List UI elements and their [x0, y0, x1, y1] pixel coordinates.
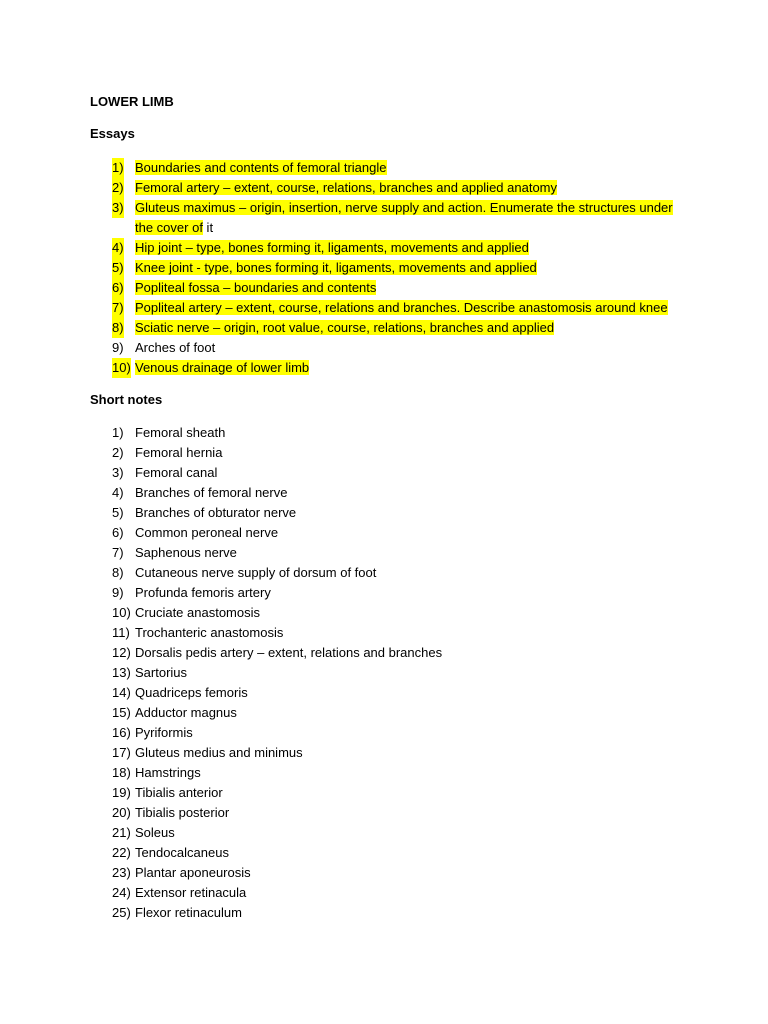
- list-item-text: Extensor retinacula: [135, 885, 247, 900]
- list-item-number: 10): [112, 358, 131, 378]
- list-item-number: 18): [112, 765, 131, 780]
- list-item: [112, 483, 442, 503]
- list-item: [112, 783, 442, 803]
- list-item: [112, 583, 442, 603]
- list-item-number: 16): [112, 725, 131, 740]
- list-item-number: 7): [112, 545, 124, 560]
- list-item: [112, 663, 442, 683]
- list-item: [112, 198, 675, 238]
- list-item-text: Tibialis posterior: [135, 805, 230, 820]
- list-item-number: 15): [112, 705, 131, 720]
- list-item-text: Gluteus medius and minimus: [135, 745, 303, 760]
- list-item: [112, 463, 442, 483]
- list-item: [112, 603, 442, 623]
- list-item-number: 17): [112, 745, 131, 760]
- list-item: [112, 903, 442, 923]
- list-item-number: 10): [112, 605, 131, 620]
- list-item: [112, 563, 442, 583]
- list-item-text: Femoral artery – extent, course, relations, branches and applied anatomy: [135, 180, 558, 195]
- list-item-number: 9): [112, 340, 124, 355]
- list-item: [112, 298, 675, 318]
- short-notes-heading: Short notes: [90, 392, 163, 407]
- list-item-text: Popliteal fossa – boundaries and contents: [135, 280, 377, 295]
- list-item: [112, 238, 675, 258]
- list-item-number: 25): [112, 905, 131, 920]
- list-item-text: Adductor magnus: [135, 705, 237, 720]
- list-item-text: Femoral canal: [135, 465, 218, 480]
- document-title: LOWER LIMB: [90, 94, 174, 109]
- list-item-number: 11): [112, 625, 130, 640]
- list-item-number: 4): [112, 485, 124, 500]
- list-item: [112, 338, 675, 358]
- list-item-text: Branches of obturator nerve: [135, 505, 297, 520]
- list-item-number: 12): [112, 645, 131, 660]
- list-item: [112, 883, 442, 903]
- list-item: [112, 423, 442, 443]
- list-item-number: 1): [112, 425, 124, 440]
- list-item-number: 8): [112, 565, 124, 580]
- list-item-text: Hamstrings: [135, 765, 201, 780]
- list-item: [112, 178, 675, 198]
- list-item-number: 3): [112, 465, 124, 480]
- list-item: [112, 643, 442, 663]
- list-item: [112, 703, 442, 723]
- list-item-number: 2): [112, 178, 124, 198]
- list-item-text: Femoral sheath: [135, 425, 226, 440]
- list-item: [112, 763, 442, 783]
- list-item: [112, 543, 442, 563]
- list-item-number: 23): [112, 865, 131, 880]
- list-item-number: 7): [112, 298, 124, 318]
- list-item-text: Venous drainage of lower limb: [135, 360, 310, 375]
- list-item: [112, 358, 675, 378]
- list-item-number: 2): [112, 445, 124, 460]
- list-item-number: 4): [112, 238, 124, 258]
- list-item-number: 6): [112, 525, 124, 540]
- list-item-text: Plantar aponeurosis: [135, 865, 251, 880]
- list-item-number: 8): [112, 318, 124, 338]
- list-item-number: 19): [112, 785, 131, 800]
- list-item-text: Cutaneous nerve supply of dorsum of foot: [135, 565, 377, 580]
- list-item-number: 3): [112, 198, 124, 218]
- list-item-number: 1): [112, 158, 124, 178]
- list-item: [112, 158, 675, 178]
- list-item-text: Cruciate anastomosis: [135, 605, 260, 620]
- list-item: [112, 723, 442, 743]
- list-item-text: Sciatic nerve – origin, root value, course, relations, branches and applied: [135, 320, 555, 335]
- list-item-text: Hip joint – type, bones forming it, ligaments, movements and applied: [135, 240, 529, 255]
- list-item-text: Boundaries and contents of femoral triangle: [135, 160, 387, 175]
- list-item: [112, 623, 442, 643]
- essays-heading: Essays: [90, 126, 135, 141]
- list-item-text: Branches of femoral nerve: [135, 485, 288, 500]
- essays-list: [112, 158, 675, 378]
- list-item-text: Sartorius: [135, 665, 188, 680]
- list-item-text: Soleus: [135, 825, 175, 840]
- list-item-text: Tibialis anterior: [135, 785, 223, 800]
- list-item: [112, 523, 442, 543]
- list-item-number: 24): [112, 885, 131, 900]
- short-notes-list: [112, 423, 442, 923]
- list-item-text: Gluteus maximus – origin, insertion, nerve supply and action. Enumerate the structures under the cover of: [135, 200, 673, 235]
- list-item-text: Saphenous nerve: [135, 545, 237, 560]
- list-item-number: 5): [112, 258, 124, 278]
- list-item: [112, 278, 675, 298]
- list-item-text: Arches of foot: [135, 340, 216, 355]
- list-item: [112, 863, 442, 883]
- list-item: [112, 843, 442, 863]
- list-item-number: 6): [112, 278, 124, 298]
- list-item-text: Popliteal artery – extent, course, relations and branches. Describe anastomosis around knee: [135, 300, 668, 315]
- list-item-number: 21): [112, 825, 131, 840]
- list-item-text: Flexor retinaculum: [135, 905, 242, 920]
- list-item-number: 22): [112, 845, 131, 860]
- list-item: [112, 823, 442, 843]
- list-item-text: Profunda femoris artery: [135, 585, 271, 600]
- list-item-text: Trochanteric anastomosis: [135, 625, 284, 640]
- list-item-number: 20): [112, 805, 131, 820]
- list-item-number: 5): [112, 505, 124, 520]
- list-item-number: 13): [112, 665, 131, 680]
- list-item: [112, 258, 675, 278]
- list-item-text: Dorsalis pedis artery – extent, relations and branches: [135, 645, 443, 660]
- list-item: [112, 743, 442, 763]
- list-item: [112, 503, 442, 523]
- list-item-number: 14): [112, 685, 131, 700]
- list-item-text: Quadriceps femoris: [135, 685, 248, 700]
- list-item: [112, 443, 442, 463]
- list-item-number: 9): [112, 585, 124, 600]
- list-item: [112, 683, 442, 703]
- list-item-text: Knee joint - type, bones forming it, ligaments, movements and applied: [135, 260, 537, 275]
- list-item-text-tail: it: [202, 220, 214, 235]
- list-item-text: Femoral hernia: [135, 445, 223, 460]
- list-item: [112, 803, 442, 823]
- list-item-text: Common peroneal nerve: [135, 525, 279, 540]
- list-item-text: Pyriformis: [135, 725, 193, 740]
- list-item: [112, 318, 675, 338]
- list-item-text: Tendocalcaneus: [135, 845, 229, 860]
